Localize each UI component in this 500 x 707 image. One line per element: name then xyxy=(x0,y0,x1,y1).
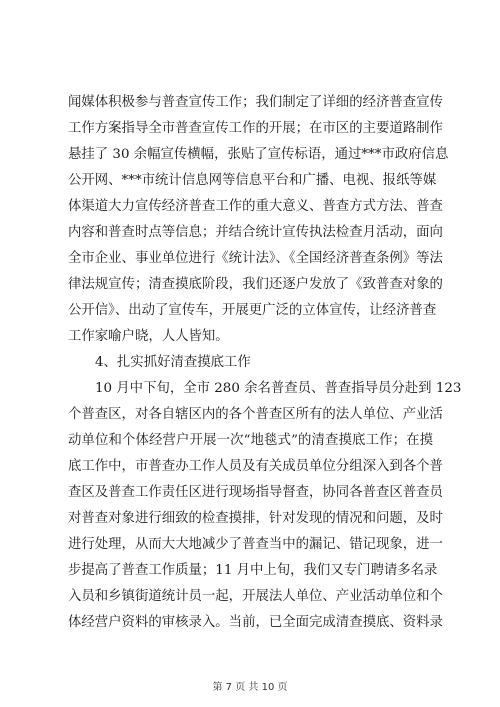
text-line: 10 月中下旬，全市 280 余名普查员、普查指导员分赴到 123 xyxy=(95,381,462,396)
text-line: 个普查区，对各自辖区内的各个普查区所有的法人单位、产业活 xyxy=(68,407,443,422)
paragraph-publicity xyxy=(68,90,449,350)
text-line: 查区及普查工作责任区进行现场指导督查，协同各普查区普查员 xyxy=(68,485,443,500)
text-line: 进行处理，从而大大地减少了普查当中的漏记、错记现象，进一 xyxy=(68,537,443,552)
text-line: 律法规宣传；清查摸底阶段，我们还逐户发放了《致普查对象的 xyxy=(68,277,443,292)
text-line: 体渠道大力宣传经济普查工作的重大意义、普查方式方法、普查 xyxy=(68,199,443,214)
text-line: 入员和乡镇街道统计员一起，开展法人单位、产业活动单位和个 xyxy=(68,589,443,604)
text-line: 内容和普查时点等信息；并结合统计宣传执法检查月活动，面向 xyxy=(68,225,443,240)
paragraph-census-survey xyxy=(68,376,462,636)
page-number-footer: 第 7 页 共 10 页 xyxy=(212,682,288,693)
document-body xyxy=(68,90,462,636)
text-line: 全市企业、事业单位进行《统计法》、《全国经济普查条例》等法 xyxy=(68,251,443,266)
text-line: 体经营户资料的审核录入。当前，已全面完成清查摸底、资料录 xyxy=(68,615,443,630)
text-line: 工作家喻户晓，人人皆知。 xyxy=(68,329,229,344)
text-line: 对普查对象进行细致的检查摸排，针对发现的情况和问题，及时 xyxy=(68,511,443,526)
text-line: 工作方案指导全市普查宣传工作的开展；在市区的主要道路制作 xyxy=(68,121,443,136)
text-line: 底工作中，市普查办工作人员及有关成员单位分组深入到各个普 xyxy=(68,459,443,474)
text-line: 悬挂了 30 余幅宣传横幅，张贴了宣传标语，通过***市政府信息 xyxy=(68,147,449,162)
text-line: 步提高了普查工作质量；11 月中上旬，我们又专门聘请多名录 xyxy=(68,563,438,578)
text-line: 公开网、***市统计信息网等信息平台和广播、电视、报纸等媒 xyxy=(68,173,437,188)
text-line: 闻媒体积极参与普查宣传工作；我们制定了详细的经济普查宣传 xyxy=(68,95,443,110)
section-heading: 4、扎实抓好清查摸底工作 xyxy=(95,355,251,370)
text-line: 公开信》、出动了宣传车，开展更广泛的立体宣传，让经济普查 xyxy=(68,303,437,318)
text-line: 动单位和个体经营户开展一次“地毯式”的清查摸底工作；在摸 xyxy=(68,433,433,448)
